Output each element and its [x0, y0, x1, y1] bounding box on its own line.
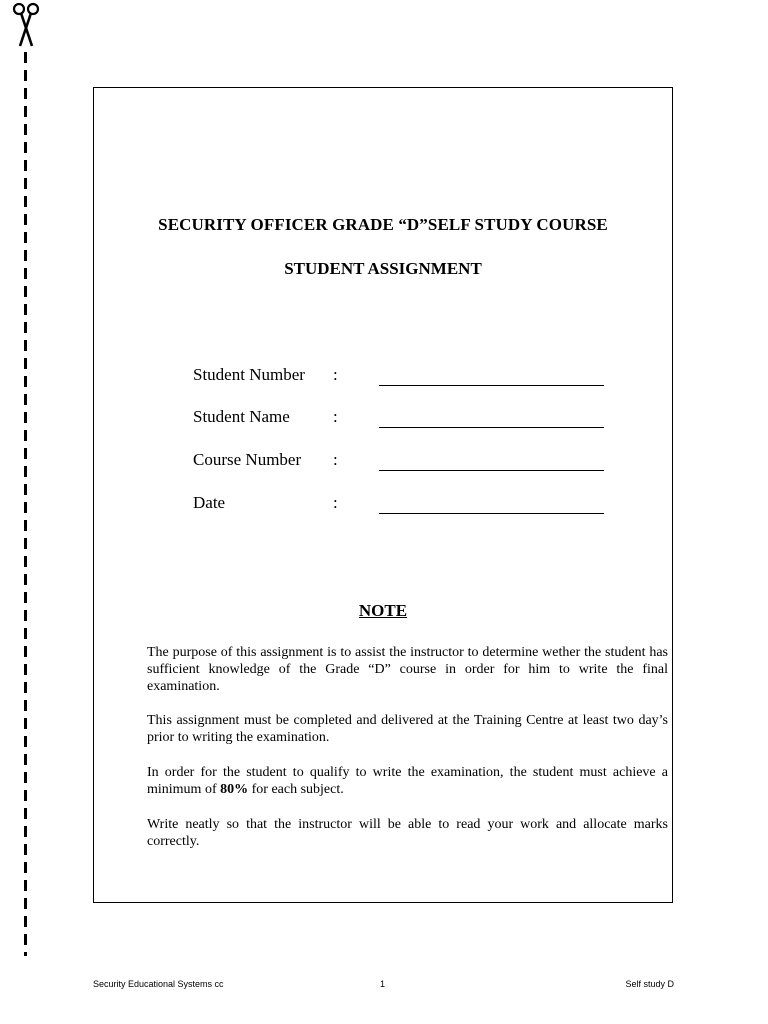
document-subtitle: STUDENT ASSIGNMENT — [284, 259, 482, 278]
field-label: Course Number — [193, 450, 302, 469]
note-text: for each subject. — [248, 782, 344, 797]
scissors-icon — [12, 0, 40, 48]
field-student-name — [193, 407, 613, 431]
assignment-cover-frame — [93, 87, 673, 903]
field-course-number — [193, 450, 613, 474]
footer-right: Self study D — [625, 979, 674, 989]
field-separator: : — [333, 493, 338, 512]
footer-left: Security Educational Systems cc — [93, 979, 224, 989]
field-student-number — [193, 365, 613, 389]
note-emphasis: 80% — [220, 782, 249, 797]
note-heading: NOTE — [358, 601, 408, 620]
blank-line — [379, 470, 604, 471]
document-title: SECURITY OFFICER GRADE “D”SELF STUDY COURSE — [158, 215, 608, 234]
blank-line — [379, 385, 604, 386]
note-paragraph: This assignment must be completed and delivered at the Training Centre at least two day’s prior to writing the examination. — [147, 713, 668, 745]
note-text: In order for the student to qualify to write the examination, the student must achieve a minimum of — [147, 765, 668, 797]
blank-line — [379, 513, 604, 514]
field-label: Date — [193, 493, 226, 512]
field-separator: : — [333, 450, 338, 469]
cut-guide-line — [24, 52, 27, 956]
field-label: Student Name — [193, 407, 290, 426]
field-date — [193, 493, 613, 517]
note-paragraph — [147, 764, 668, 798]
footer-page-number: 1 — [380, 979, 386, 989]
blank-line — [379, 427, 604, 428]
note-paragraph: Write neatly so that the instructor will be able to read your work and allocate marks correctly. — [147, 817, 668, 849]
field-label: Student Number — [193, 365, 305, 384]
field-separator: : — [333, 365, 338, 384]
field-separator: : — [333, 407, 338, 426]
note-paragraph: The purpose of this assignment is to assist the instructor to determine wether the student has sufficient knowledge of the Grade “D” course in order for him to write the final examination. — [147, 645, 668, 694]
